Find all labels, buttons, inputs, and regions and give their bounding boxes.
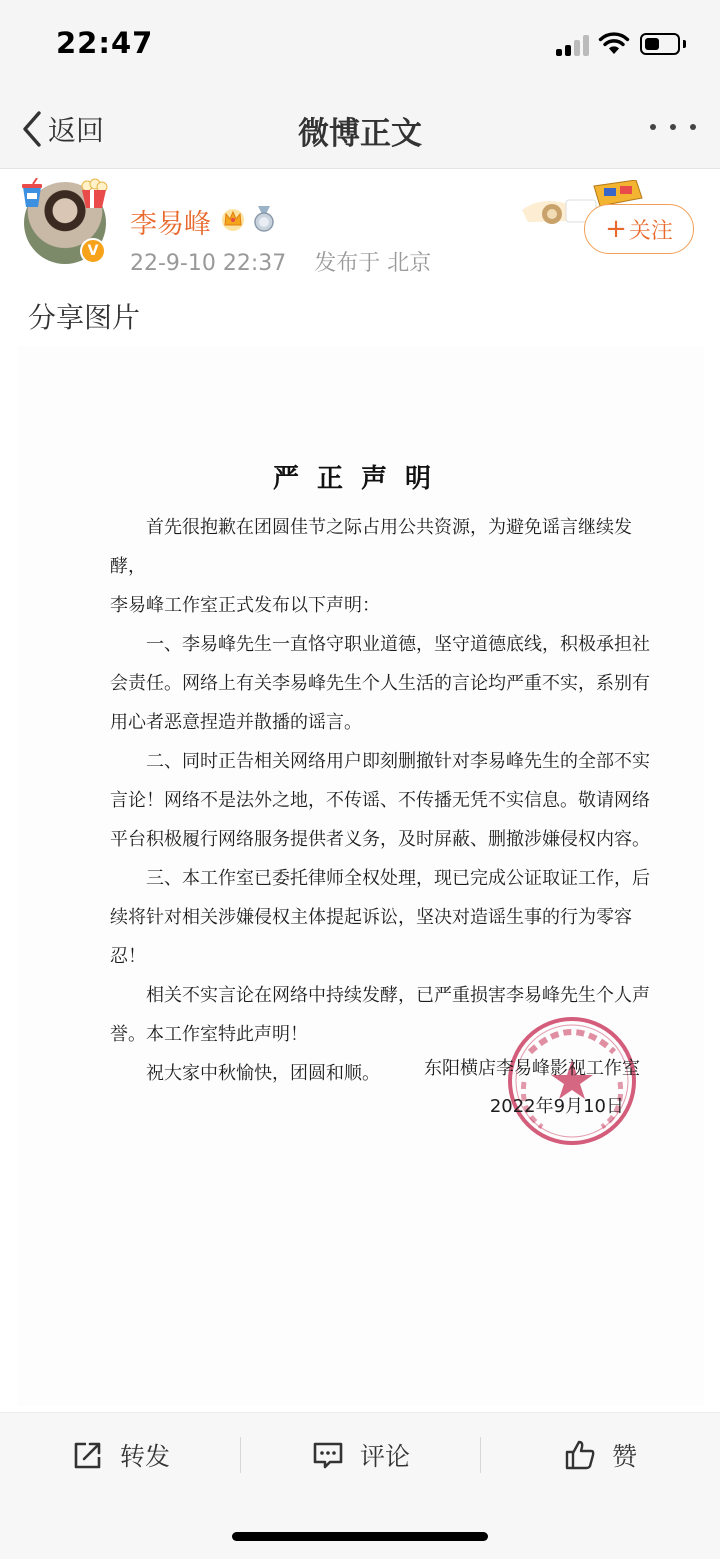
shared-image[interactable] bbox=[18, 346, 704, 1406]
more-dot-icon bbox=[670, 124, 676, 130]
statement-paragraph: 李易峰工作室正式发布以下声明： bbox=[110, 595, 380, 616]
like-button[interactable] bbox=[564, 1435, 637, 1475]
follow-label: 关注 bbox=[628, 218, 673, 244]
popcorn-icon bbox=[78, 178, 110, 208]
statement-paragraph: 三、本工作室已委托律师全权处理，现已完成公证取证工作，后续将针对相关涉嫌侵权主体提起诉讼，坚决对造谣生事的行为零容忍！ bbox=[110, 868, 650, 967]
action-divider bbox=[480, 1437, 481, 1473]
more-dot-icon bbox=[650, 124, 656, 130]
page-title: 微博正文 bbox=[298, 116, 422, 152]
comment-icon bbox=[312, 1439, 344, 1471]
username[interactable]: 李易峰 bbox=[130, 209, 211, 240]
action-divider bbox=[240, 1437, 241, 1473]
soda-cup-icon bbox=[18, 178, 46, 208]
repost-button[interactable] bbox=[72, 1435, 170, 1475]
battery-nub bbox=[683, 40, 686, 48]
statement-paragraph: 祝大家中秋愉快，团圆和顺。 bbox=[146, 1063, 380, 1084]
verified-badge-icon: V bbox=[80, 238, 106, 264]
comment-label: 评论 bbox=[360, 1442, 411, 1471]
medal-icon[interactable] bbox=[252, 206, 276, 232]
post-date: 22-9-10 22:37 bbox=[130, 251, 287, 276]
nav-bar bbox=[0, 90, 720, 169]
battery-icon bbox=[640, 33, 680, 55]
status-time: 22:47 bbox=[56, 26, 154, 60]
crown-icon[interactable] bbox=[220, 206, 246, 232]
wifi-icon bbox=[598, 30, 630, 56]
home-indicator[interactable] bbox=[232, 1532, 488, 1541]
more-dot-icon bbox=[690, 124, 696, 130]
statement-paragraph: 一、李易峰先生一直恪守职业道德，坚守道德底线，积极承担社会责任。网络上有关李易峰先生个人生活的言论均严重不实，系别有用心者恶意捏造并散播的谣言。 bbox=[110, 634, 650, 733]
back-label: 返回 bbox=[48, 114, 105, 147]
avatar-container[interactable] bbox=[24, 182, 108, 274]
status-bar bbox=[0, 0, 720, 90]
plus-icon: + bbox=[605, 214, 627, 244]
battery-fill bbox=[645, 38, 659, 50]
statement-paragraph: 首先很抱歉在团圆佳节之际占用公共资源，为避免谣言继续发酵， bbox=[110, 517, 632, 577]
repost-label: 转发 bbox=[120, 1442, 171, 1471]
statement-signer: 东阳横店李易峰影视工作室 bbox=[424, 1058, 640, 1079]
repost-icon bbox=[72, 1439, 104, 1471]
statement-body bbox=[110, 508, 650, 1093]
more-options-button[interactable] bbox=[650, 120, 696, 134]
official-seal-stamp-icon bbox=[502, 1012, 642, 1150]
thumbs-up-icon bbox=[564, 1439, 596, 1471]
cellular-signal-icon bbox=[556, 34, 592, 56]
like-label: 赞 bbox=[612, 1442, 638, 1471]
statement-date: 2022年9月10日 bbox=[489, 1096, 624, 1117]
statement-paragraph: 二、同时正告相关网络用户即刻删撤针对李易峰先生的全部不实言论！网络不是法外之地，不传谣、不传播无凭不实信息。敬请网络平台积极履行网络服务提供者义务，及时屏蔽、删撤涉嫌侵权内容。 bbox=[110, 751, 650, 850]
post-meta bbox=[130, 246, 431, 277]
follow-button[interactable] bbox=[584, 204, 694, 254]
post-text: 分享图片 bbox=[28, 301, 141, 334]
comment-button[interactable] bbox=[312, 1435, 410, 1475]
statement-paragraph: 相关不实言论在网络中持续发酵，已严重损害李易峰先生个人声誉。本工作室特此声明！ bbox=[110, 985, 650, 1045]
statement-title: 严正声明 bbox=[272, 464, 449, 494]
post-location: 发布于 北京 bbox=[314, 251, 432, 276]
